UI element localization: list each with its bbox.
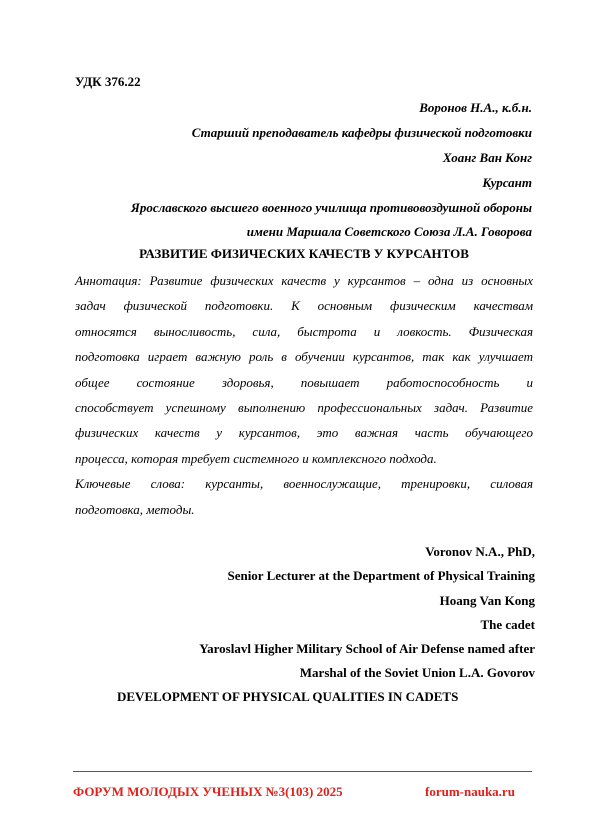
en-author-name: Voronov N.A., PhD, (425, 544, 535, 559)
ru-coauthor-position: Курсант (482, 175, 532, 190)
abstract-line: процесса, которая требует системного и комплексного подхода. (75, 450, 437, 466)
ru-author-position: Старший преподаватель кафедры физической подготовки (191, 125, 532, 140)
en-author-position: Senior Lecturer at the Department of Physical Training (227, 568, 535, 583)
en-article-title: DEVELOPMENT OF PHYSICAL QUALITIES IN CADETS (117, 689, 459, 704)
abstract-line: относятся выносливость, сила, быстрота и ловкость. Физическая (75, 323, 533, 339)
abstract-line: задач физической подготовки. К основным физическим качествам (75, 298, 533, 314)
footer-journal: ФОРУМ МОЛОДЫХ УЧЕНЫХ №3(103) 2025 (73, 784, 343, 799)
abstract-line: подготовка играет важную роль в обучении курсантов, так как улучшает (75, 349, 533, 365)
keywords-line: подготовка, методы. (75, 501, 195, 517)
ru-affiliation-line-2: имени Маршала Советского Союза Л.А. Говорова (246, 224, 532, 239)
keywords-line: Ключевые слова: курсанты, военнослужащие, тренировки, силовая (75, 476, 533, 492)
footer-divider (73, 771, 532, 772)
abstract-line: способствует успешному выполнению профессиональных задач. Развитие (75, 399, 533, 415)
en-coauthor-position: The cadet (480, 617, 535, 632)
abstract-line: Аннотация: Развитие физических качеств у курсантов – одна из основных (75, 273, 533, 288)
ru-article-title: РАЗВИТИЕ ФИЗИЧЕСКИХ КАЧЕСТВ У КУРСАНТОВ (139, 246, 469, 261)
abstract-block (75, 268, 533, 522)
ru-affiliation-line-1: Ярославского высшего военного училища противовоздушной обороны (130, 200, 532, 215)
en-affiliation-line-2: Marshal of the Soviet Union L.A. Govorov (299, 665, 535, 680)
abstract-line: общее состояние здоровья, повышает работоспособность и (75, 374, 533, 390)
ru-author-name: Воронов Н.А., к.б.н. (419, 100, 532, 115)
en-coauthor-name: Hoang Van Kong (439, 593, 535, 608)
footer-site-link[interactable]: forum-nauka.ru (425, 784, 515, 799)
en-affiliation-line-1: Yaroslavl Higher Military School of Air Defense named after (199, 641, 535, 656)
ru-coauthor-name: Хоанг Ван Конг (442, 150, 532, 165)
abstract-line: физических качеств у курсантов, это важная часть обучающего (75, 425, 533, 441)
udk-code: УДК 376.22 (75, 74, 141, 89)
